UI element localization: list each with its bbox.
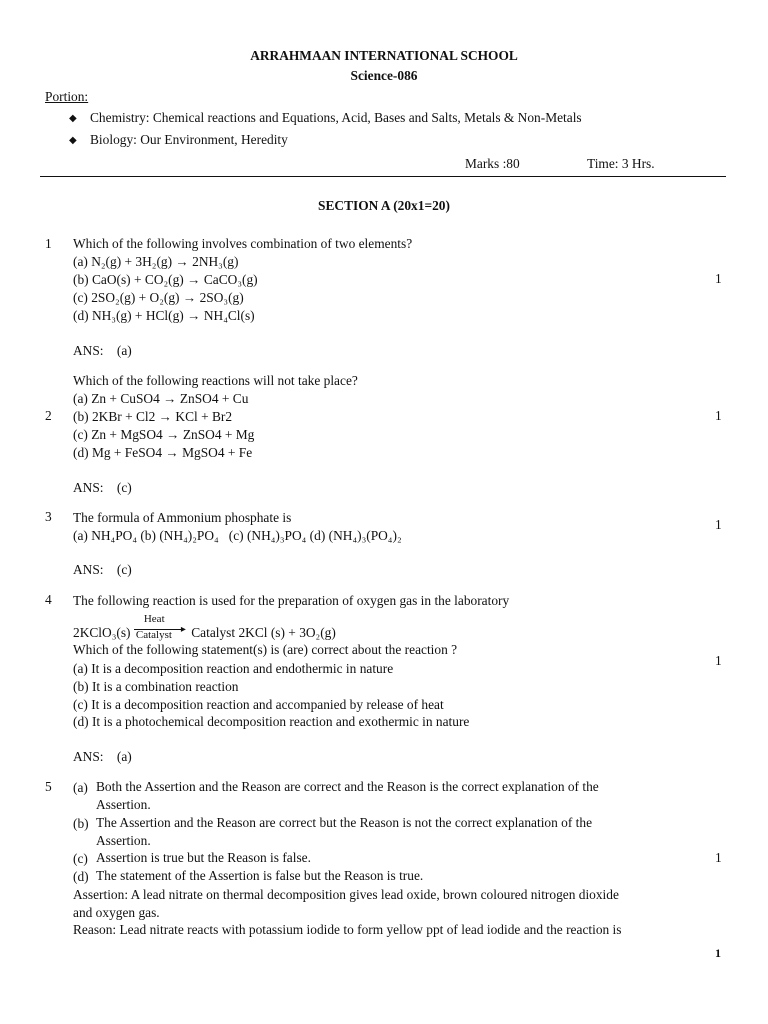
- school-name: ARRAHMAAN INTERNATIONAL SCHOOL: [250, 48, 518, 63]
- question-marks: 1: [715, 271, 722, 286]
- question-number: 5: [45, 779, 52, 794]
- answer: ANS: (a): [73, 343, 132, 358]
- choice-a-text: Both the Assertion and the Reason are correct and the Reason is the correct explanation of the: [96, 779, 599, 794]
- choice-c-label: (c): [73, 851, 88, 866]
- options-line: (a) NH₄PO₄ (b) (NH₄)₂PO₄ (c) (NH₄)₃PO₄ (d) (NH₄)₃(PO₄)₂: [73, 528, 402, 543]
- choice-b-text: The Assertion and the Reason are correct but the Reason is not the correct explanation of the: [96, 815, 593, 830]
- question-marks: 1: [715, 653, 722, 668]
- choice-a-label: (a): [73, 780, 88, 795]
- option-d: (d) Mg + FeSO4 → MgSO4 + Fe: [73, 445, 253, 460]
- question-marks: 1: [715, 850, 722, 865]
- arrow-condition-bottom: Catalyst: [135, 629, 172, 641]
- question-text: Which of the following involves combination of two elements?: [73, 236, 413, 251]
- option-b: (b) 2KBr + Cl2 → KCl + Br2: [73, 409, 233, 424]
- bullet-icon: ◆: [69, 113, 77, 124]
- option-c: (c) It is a decomposition reaction and accompanied by release of heat: [73, 697, 444, 712]
- answer: ANS: (c): [73, 562, 132, 577]
- question-marks: 1: [715, 408, 722, 423]
- option-a: (a) Zn + CuSO4 → ZnSO4 + Cu: [73, 391, 249, 406]
- reaction-reactant: 2KClO₃(s): [73, 625, 131, 640]
- choice-d-label: (d): [73, 869, 89, 884]
- portion-item-chemistry: Chemistry: Chemical reactions and Equations, Acid, Bases and Salts, Metals & Non-Metals: [90, 110, 582, 125]
- question-number: 2: [45, 408, 52, 423]
- header-divider: [40, 176, 726, 177]
- choice-d-text: The statement of the Assertion is false but the Reason is true.: [96, 868, 424, 883]
- question-text: The formula of Ammonium phosphate is: [73, 510, 292, 525]
- option-d: (d) It is a photochemical decomposition reaction and exothermic in nature: [73, 714, 470, 729]
- option-a: (a) It is a decomposition reaction and endothermic in nature: [73, 661, 394, 676]
- section-title: SECTION A (20x1=20): [318, 198, 450, 213]
- assertion-text-cont: and oxygen gas.: [73, 905, 160, 920]
- question-number: 3: [45, 509, 52, 524]
- bullet-icon: ◆: [69, 135, 77, 146]
- option-d: (d) NH₃(g) + HCl(g) → NH₄Cl(s): [73, 308, 255, 323]
- question-text: Which of the following reactions will not take place?: [73, 373, 358, 388]
- reason-text: Reason: Lead nitrate reacts with potassium iodide to form yellow ppt of lead iodide and the reaction is: [73, 922, 622, 937]
- time-allowed: Time: 3 Hrs.: [587, 156, 655, 171]
- portion-item-biology: Biology: Our Environment, Heredity: [90, 132, 288, 147]
- question-number: 1: [45, 236, 52, 251]
- page-number: 1: [715, 946, 721, 960]
- arrow-condition-top: Heat: [143, 613, 165, 625]
- choice-b-label: (b): [73, 816, 89, 831]
- reaction-products: Catalyst 2KCl (s) + 3O₂(g): [191, 625, 336, 640]
- marks-total: Marks :80: [465, 156, 520, 171]
- choice-a-text-cont: Assertion.: [96, 797, 151, 812]
- option-c: (c) 2SO₂(g) + O₂(g) → 2SO₃(g): [73, 290, 244, 305]
- reaction-arrow-icon: Heat ▸ Catalyst: [134, 624, 188, 641]
- question-number: 4: [45, 592, 52, 607]
- choice-c-text: Assertion is true but the Reason is false.: [96, 850, 311, 865]
- question-text: The following reaction is used for the preparation of oxygen gas in the laboratory: [73, 593, 510, 608]
- answer: ANS: (a): [73, 749, 132, 764]
- option-c: (c) Zn + MgSO4 → ZnSO4 + Mg: [73, 427, 255, 442]
- option-b: (b) It is a combination reaction: [73, 679, 239, 694]
- question-text-2: Which of the following statement(s) is (are) correct about the reaction ?: [73, 642, 458, 657]
- choice-b-text-cont: Assertion.: [96, 833, 151, 848]
- answer: ANS: (c): [73, 480, 132, 495]
- option-b: (b) CaO(s) + CO₂(g) → CaCO₃(g): [73, 272, 258, 287]
- assertion-text: Assertion: A lead nitrate on thermal decomposition gives lead oxide, brown coloured nitrogen dioxide: [73, 887, 619, 902]
- portion-label: Portion:: [45, 89, 89, 104]
- reaction-equation: [73, 613, 336, 641]
- option-a: (a) N₂(g) + 3H₂(g) → 2NH₃(g): [73, 254, 239, 269]
- subject-code: Science-086: [350, 68, 418, 83]
- question-marks: 1: [715, 517, 722, 532]
